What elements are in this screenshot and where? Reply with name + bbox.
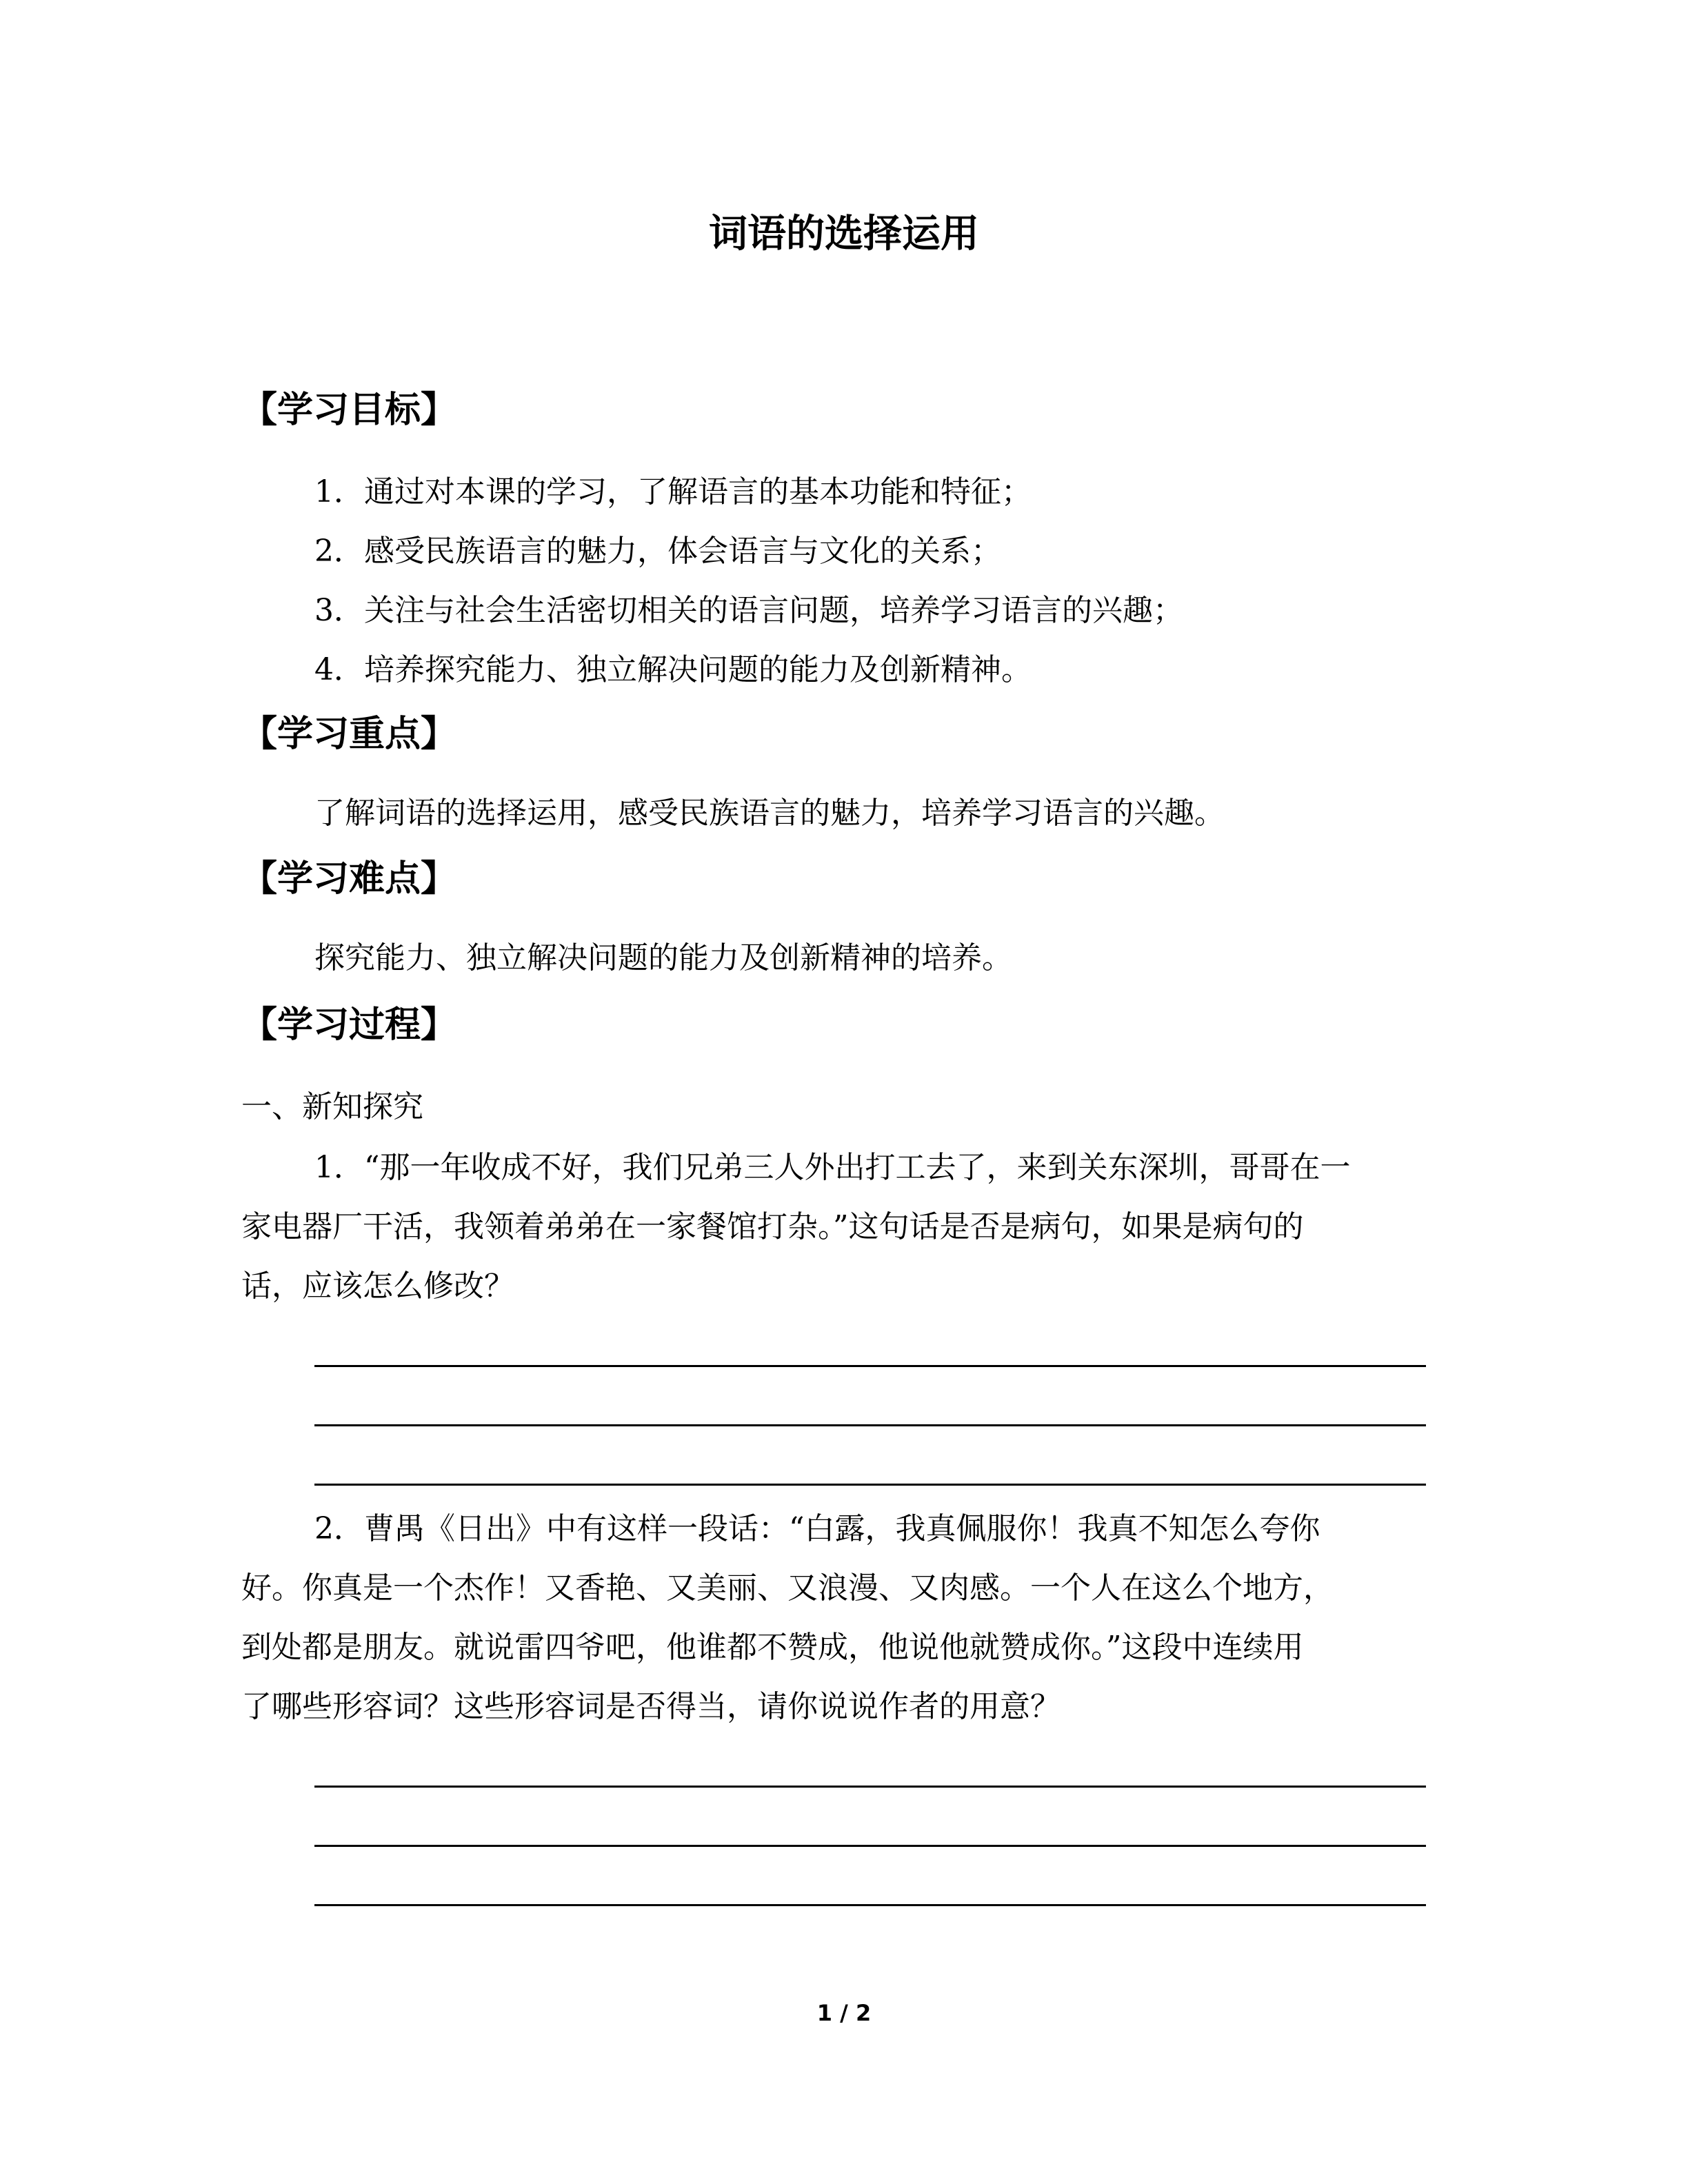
objective-item: 1．通过对本课的学习，了解语言的基本功能和特征； bbox=[314, 474, 1032, 509]
part-one-label: 一、新知探究 bbox=[241, 1089, 423, 1124]
question-2-line: 2．曹禺《日出》中有这样一段话：“白露，我真佩服你！我真不知怎么夸你 bbox=[314, 1511, 1320, 1546]
question-1-line: 1．“那一年收成不好，我们兄弟三人外出打工去了，来到关东深圳，哥哥在一 bbox=[314, 1150, 1351, 1185]
section-heading-difficulties: 【学习难点】 bbox=[241, 858, 457, 900]
section-heading-key-points: 【学习重点】 bbox=[241, 714, 457, 755]
difficulties-text: 探究能力、独立解决问题的能力及创新精神的培养。 bbox=[314, 940, 1012, 975]
objective-item: 3．关注与社会生活密切相关的语言问题，培养学习语言的兴趣； bbox=[314, 593, 1183, 628]
page-number: 1 / 2 bbox=[816, 2000, 872, 2026]
question-2-line: 好。你真是一个杰作！又香艳、又美丽、又浪漫、又肉感。一个人在这么个地方， bbox=[241, 1570, 1334, 1606]
answer-line[interactable] bbox=[314, 1845, 1426, 1847]
answer-line[interactable] bbox=[314, 1904, 1426, 1906]
objective-item: 4．培养探究能力、独立解决问题的能力及创新精神。 bbox=[314, 652, 1032, 687]
section-heading-process: 【学习过程】 bbox=[241, 1004, 457, 1046]
question-1-line: 家电器厂干活，我领着弟弟在一家餐馆打杂。”这句话是否是病句，如果是病句的 bbox=[241, 1209, 1304, 1244]
section-heading-objectives: 【学习目标】 bbox=[241, 390, 457, 431]
answer-line[interactable] bbox=[314, 1484, 1426, 1486]
objective-item: 2．感受民族语言的魅力，体会语言与文化的关系； bbox=[314, 534, 1001, 569]
answer-line[interactable] bbox=[314, 1365, 1426, 1367]
page-title: 词语的选择运用 bbox=[709, 212, 979, 256]
question-1-line: 话，应该怎么修改？ bbox=[241, 1268, 514, 1304]
question-2-line: 了哪些形容词？这些形容词是否得当，请你说说作者的用意？ bbox=[241, 1689, 1061, 1724]
answer-line[interactable] bbox=[314, 1786, 1426, 1788]
key-points-text: 了解词语的选择运用，感受民族语言的魅力，培养学习语言的兴趣。 bbox=[314, 796, 1225, 831]
answer-line[interactable] bbox=[314, 1424, 1426, 1426]
question-2-line: 到处都是朋友。就说雷四爷吧，他谁都不赞成，他说他就赞成你。”这段中连续用 bbox=[241, 1630, 1304, 1665]
